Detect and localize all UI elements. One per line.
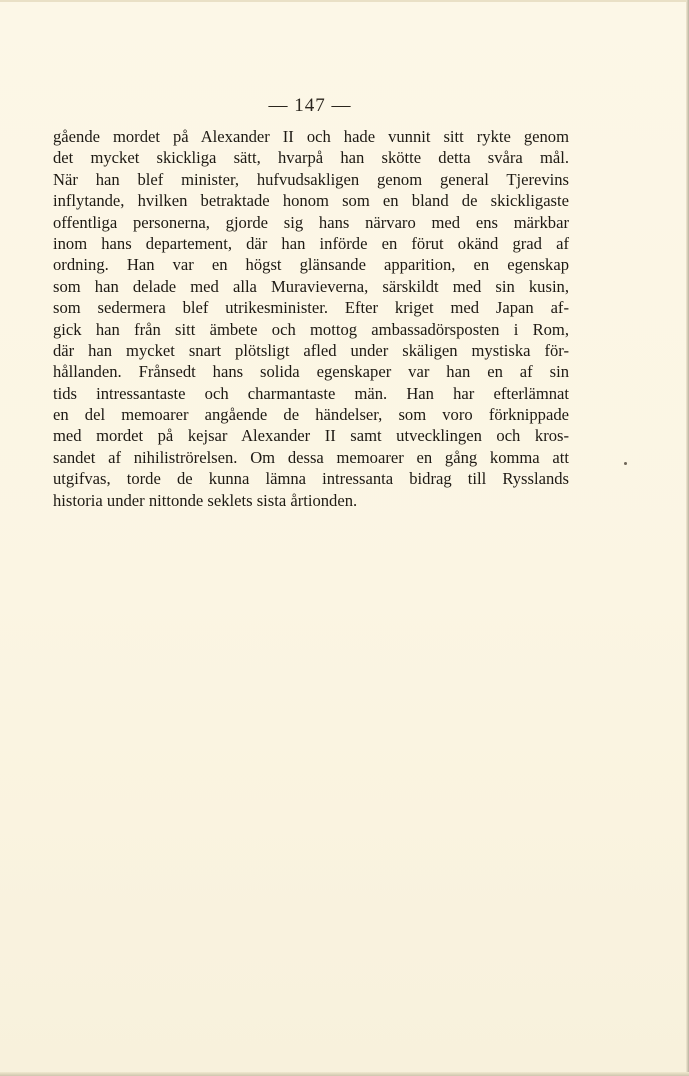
text-line: historia under nittonde seklets sista årtionden.: [53, 490, 358, 510]
text-line: När han blef minister, hufvudsakligen genom general Tjerevins: [53, 169, 569, 189]
text-line: som han delade med alla Muravieverna, särskildt med sin kusin,: [53, 276, 569, 296]
text-line: sandet af nihiliströrelsen. Om dessa memoarer en gång komma att: [53, 447, 569, 467]
text-line: hållanden. Frånsedt hans solida egenskaper var han en af sin: [53, 362, 569, 382]
text-line: med mordet på kejsar Alexander II samt utvecklingen och kros-: [53, 426, 569, 446]
ink-speck: [624, 462, 627, 465]
text-line: en del memoarer angående de händelser, som voro förknippade: [53, 405, 569, 425]
page-top-edge: [0, 0, 689, 2]
text-line: det mycket skickliga sätt, hvarpå han skötte detta svåra mål.: [53, 148, 569, 168]
page-bottom-edge: [0, 1072, 689, 1076]
text-line: offentliga personerna, gjorde sig hans närvaro med ens märkbar: [53, 212, 569, 232]
text-line: inom hans departement, där han införde en förut okänd grad af: [53, 233, 569, 253]
text-line: tids intressantaste och charmantaste män. Han har efterlämnat: [53, 383, 569, 403]
text-line: utgifvas, torde de kunna lämna intressanta bidrag till Rysslands: [53, 469, 569, 489]
body-paragraph: [53, 126, 569, 511]
page-number: — 147 —: [268, 95, 352, 116]
text-line: ordning. Han var en högst glänsande apparition, en egenskap: [53, 255, 569, 275]
text-line: gående mordet på Alexander II och hade vunnit sitt rykte genom: [53, 127, 569, 146]
text-line: som sedermera blef utrikesminister. Efter kriget med Japan af-: [53, 298, 569, 318]
text-line: inflytande, hvilken betraktade honom som en bland de skickligaste: [53, 191, 569, 211]
text-line: gick han från sitt ämbete och mottog ambassadörsposten i Rom,: [53, 319, 569, 339]
text-line: där han mycket snart plötsligt afled under skäligen mystiska för-: [53, 340, 569, 360]
